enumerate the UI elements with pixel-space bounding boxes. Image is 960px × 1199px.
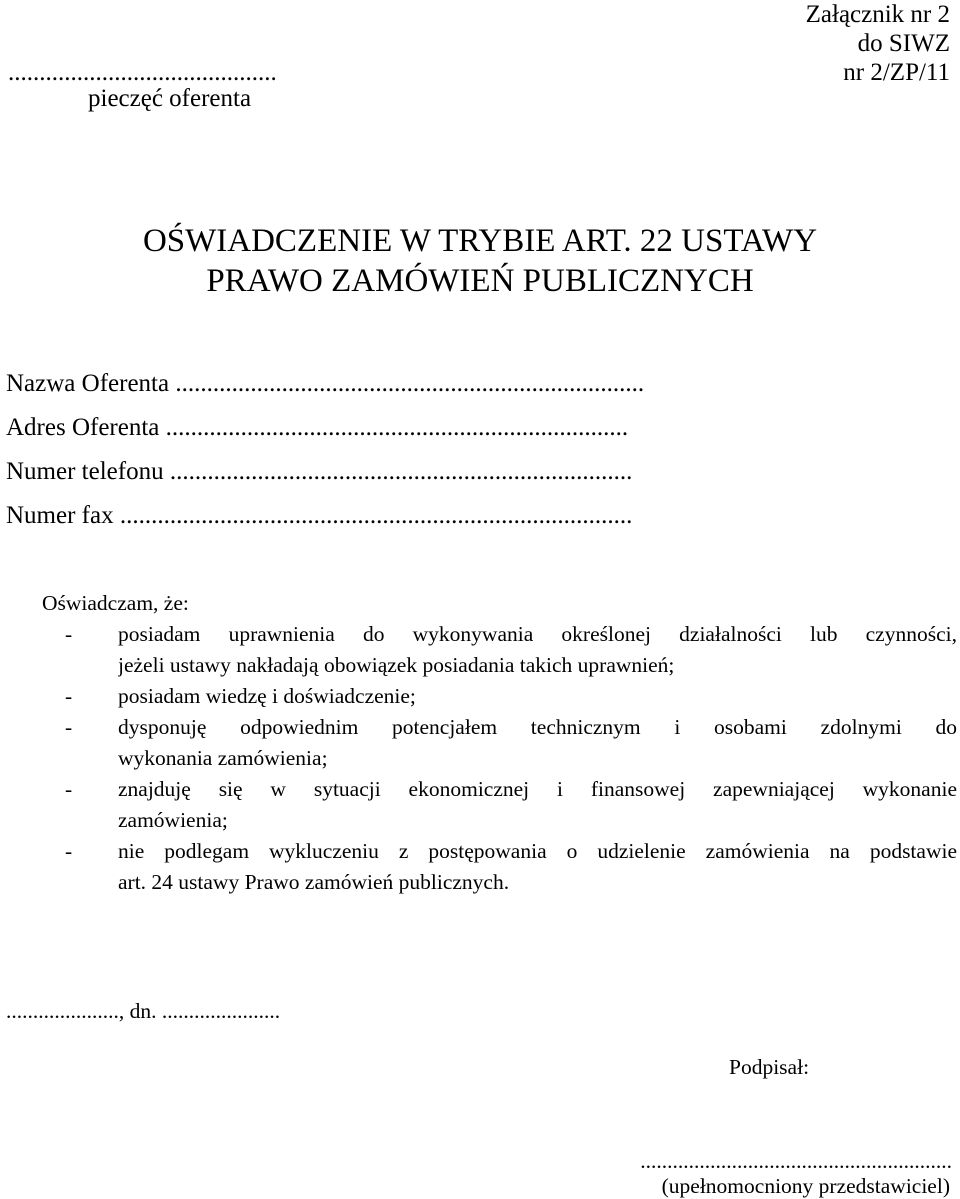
annex-line: Załącznik nr 2: [805, 1, 950, 28]
declaration-item-line: zamówienia;: [118, 808, 228, 832]
place-date-line: ....................., dn. ......................: [6, 999, 281, 1023]
declaration-item-line: wykonania zamówienia;: [118, 746, 328, 770]
annex-line: do SIWZ: [857, 30, 950, 57]
declaration-item: [42, 774, 957, 836]
declaration-item-line: posiadam uprawnienia do wykonywania określonej działalności lub czynności,: [118, 622, 957, 646]
declaration-item-line: posiadam wiedzę i doświadczenie;: [118, 684, 416, 708]
signature-placeholder: ..........................................................: [640, 1149, 952, 1173]
declaration-item-line: nie podlegam wykluczeniu z postępowania o udzielenie zamówienia na podstawie: [118, 839, 957, 863]
stamp-placeholder: ...........................................: [8, 59, 277, 86]
fax-number-field: Numer fax ..................................................................................: [6, 502, 633, 529]
signature-role: (upełnomocniony przedstawiciel): [661, 1174, 950, 1198]
title-line: PRAWO ZAMÓWIEŃ PUBLICZNYCH: [206, 263, 754, 299]
declaration-item: [42, 836, 957, 898]
declaration-item-line: jeżeli ustawy nakładają obowiązek posiadania takich uprawnień;: [118, 653, 675, 677]
declaration-section: [42, 588, 957, 898]
declaration-item-line: dysponuję odpowiednim potencjałem technicznym i osobami zdolnymi do: [118, 715, 957, 739]
bidder-address-field: Adres Oferenta ..........................................................................: [6, 414, 629, 441]
declaration-item-line: art. 24 ustawy Prawo zamówień publicznych.: [118, 870, 510, 894]
list-dash: -: [65, 839, 73, 863]
document-title: [0, 221, 960, 301]
declaration-intro: Oświadczam, że:: [42, 591, 189, 615]
declaration-item: [42, 681, 957, 712]
list-dash: -: [65, 622, 73, 646]
declaration-item: [42, 712, 957, 774]
declaration-item: [42, 619, 957, 681]
stamp-label: pieczęć oferenta: [88, 85, 252, 112]
annex-line: nr 2/ZP/11: [843, 59, 950, 86]
bidder-name-field: Nazwa Oferenta ...........................................................................: [6, 370, 645, 397]
list-dash: -: [65, 777, 73, 801]
annex-reference: [806, 0, 950, 87]
title-line: OŚWIADCZENIE W TRYBIE ART. 22 USTAWY: [142, 223, 818, 259]
phone-number-field: Numer telefonu ..........................................................................: [6, 458, 633, 485]
list-dash: -: [65, 715, 73, 739]
list-dash: -: [65, 684, 73, 708]
declaration-item-line: znajduję się w sytuacji ekonomicznej i finansowej zapewniającej wykonanie: [118, 777, 957, 801]
signed-label: Podpisał:: [729, 1055, 810, 1079]
